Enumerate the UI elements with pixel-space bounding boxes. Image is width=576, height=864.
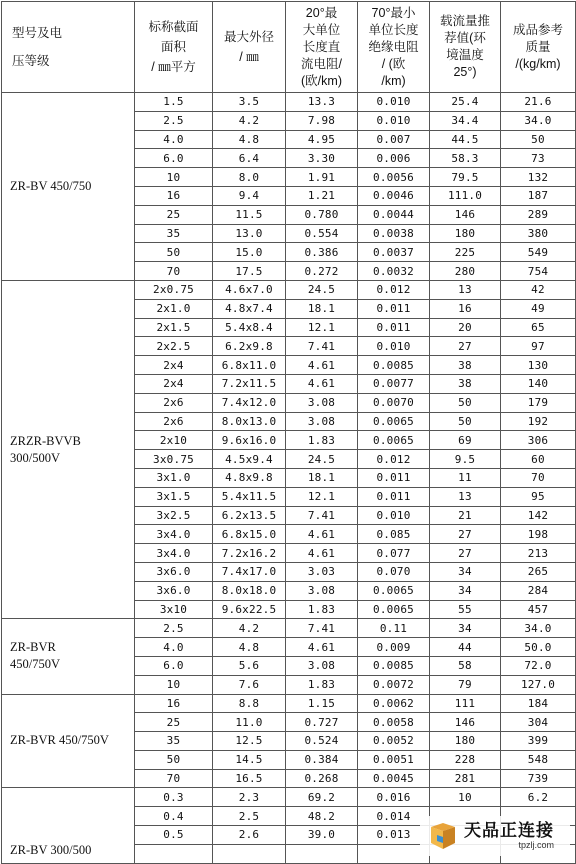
cell-value: 198: [501, 525, 576, 544]
cell-value: 16.5: [213, 769, 286, 788]
cell-value: 2x4: [135, 374, 213, 393]
cell-value: 0.268: [286, 769, 358, 788]
cell-value: 739: [501, 769, 576, 788]
cell-value: 0.524: [286, 732, 358, 751]
header-line: 20°最: [305, 5, 338, 20]
cell-value: 265: [501, 562, 576, 581]
header-line: 长度直: [302, 39, 341, 54]
model-label: 450/750V: [10, 657, 60, 672]
watermark-url: tpzlj.com: [518, 840, 554, 850]
cell-value: 1.83: [286, 431, 358, 450]
cell-value: 50: [430, 412, 501, 431]
model-cell: [2, 788, 135, 863]
cell-value: 142: [501, 506, 576, 525]
model-cell: [2, 280, 135, 618]
cell-value: 16: [430, 299, 501, 318]
cell-value: 15.0: [213, 243, 286, 262]
cell-value: 10: [430, 788, 501, 807]
cell-value: 0.0065: [358, 600, 430, 619]
table-body: [2, 93, 576, 864]
cell-value: 111.0: [430, 186, 501, 205]
cell-value: 192: [501, 412, 576, 431]
cell-value: 4.2: [213, 619, 286, 638]
header-current: [430, 2, 501, 93]
cell-value: 0.0085: [358, 656, 430, 675]
cell-value: 4.8x7.4: [213, 299, 286, 318]
cell-value: 6.4: [213, 149, 286, 168]
cell-value: 0.384: [286, 750, 358, 769]
header-line: /km): [381, 73, 406, 88]
watermark-logo-icon: [428, 821, 458, 851]
cell-value: 11: [430, 468, 501, 487]
cell-value: 10: [135, 675, 213, 694]
cell-value: 27: [430, 525, 501, 544]
cell-value: 548: [501, 750, 576, 769]
header-weight: [501, 2, 576, 93]
header-diameter: [213, 2, 286, 93]
header-line: 70°最小: [371, 5, 416, 20]
cell-value: 3.03: [286, 562, 358, 581]
cell-value: 179: [501, 393, 576, 412]
cell-value: 27: [430, 544, 501, 563]
model-label: ZR-BVR 450/750V: [10, 733, 109, 748]
cell-value: 16: [135, 694, 213, 713]
cell-value: 4.6x7.0: [213, 280, 286, 299]
cell-value: 2x6: [135, 393, 213, 412]
cell-value: 21.6: [501, 93, 576, 112]
header-line: 大单位: [302, 22, 341, 37]
header-model: [2, 2, 135, 93]
cell-value: 0.0037: [358, 243, 430, 262]
cell-value: 7.6: [213, 675, 286, 694]
cell-value: 12.1: [286, 487, 358, 506]
cell-value: 0.0058: [358, 713, 430, 732]
cell-value: 7.41: [286, 506, 358, 525]
model-label: ZR-BV 300/500: [10, 842, 92, 857]
cell-value: 3.08: [286, 393, 358, 412]
header-row: [2, 2, 576, 93]
cell-value: 132: [501, 168, 576, 187]
cell-value: 2.5: [213, 807, 286, 826]
cell-value: 3x4.0: [135, 544, 213, 563]
cell-value: 25: [135, 205, 213, 224]
cell-value: 34: [430, 562, 501, 581]
table-row: [2, 788, 576, 807]
cell-value: 11.5: [213, 205, 286, 224]
cell-value: 3x4.0: [135, 525, 213, 544]
cell-value: 58.3: [430, 149, 501, 168]
cell-value: [213, 844, 286, 863]
cell-value: 6.2x13.5: [213, 506, 286, 525]
cell-value: 0.0077: [358, 374, 430, 393]
cell-value: 0.0044: [358, 205, 430, 224]
header-line: / (欧: [381, 56, 406, 71]
cell-value: 2x4: [135, 356, 213, 375]
cell-value: 7.4x12.0: [213, 393, 286, 412]
cell-value: 65: [501, 318, 576, 337]
header-line: 25°): [453, 65, 477, 79]
cell-value: 3.08: [286, 581, 358, 600]
cell-value: 12.1: [286, 318, 358, 337]
cell-value: 20: [430, 318, 501, 337]
cell-value: 72.0: [501, 656, 576, 675]
cell-value: 70: [135, 769, 213, 788]
cell-value: 0.0046: [358, 186, 430, 205]
header-line: 型号及电: [12, 26, 63, 40]
cell-value: 49: [501, 299, 576, 318]
cell-value: 70: [135, 262, 213, 281]
cell-value: 7.4x17.0: [213, 562, 286, 581]
cell-value: 4.61: [286, 638, 358, 657]
header-line: 成品参考: [512, 22, 563, 37]
cell-value: 34: [430, 581, 501, 600]
cell-value: 0.386: [286, 243, 358, 262]
cell-value: 44.5: [430, 130, 501, 149]
cell-value: 0.727: [286, 713, 358, 732]
cell-value: 3x2.5: [135, 506, 213, 525]
cell-value: 304: [501, 713, 576, 732]
cell-value: 180: [430, 224, 501, 243]
cell-value: 8.8: [213, 694, 286, 713]
cell-value: 7.41: [286, 619, 358, 638]
cell-value: 0.5: [135, 826, 213, 845]
cell-value: 399: [501, 732, 576, 751]
cell-value: 10: [135, 168, 213, 187]
header-line: 单位长度: [368, 22, 419, 37]
cell-value: 48.2: [286, 807, 358, 826]
cell-value: 2x1.5: [135, 318, 213, 337]
cell-value: 280: [430, 262, 501, 281]
cell-value: 2.5: [135, 111, 213, 130]
cell-value: 55: [430, 600, 501, 619]
cell-value: 21: [430, 506, 501, 525]
cell-value: 42: [501, 280, 576, 299]
cell-value: 4.61: [286, 374, 358, 393]
cell-value: 4.8: [213, 130, 286, 149]
cell-value: 0.006: [358, 149, 430, 168]
cell-value: 4.61: [286, 356, 358, 375]
cell-value: 9.6x22.5: [213, 600, 286, 619]
cell-value: 0.0052: [358, 732, 430, 751]
cell-value: [358, 844, 430, 863]
cell-value: 2x10: [135, 431, 213, 450]
cell-value: 0.010: [358, 93, 430, 112]
cell-value: 2.3: [213, 788, 286, 807]
cell-value: 2x6: [135, 412, 213, 431]
cell-value: 0.077: [358, 544, 430, 563]
cell-value: 38: [430, 374, 501, 393]
cell-value: 0.085: [358, 525, 430, 544]
header-line: 面积: [160, 40, 186, 54]
header-line: 载流量推: [439, 14, 490, 28]
model-cell: [2, 93, 135, 281]
cell-value: 12.5: [213, 732, 286, 751]
cell-value: 754: [501, 262, 576, 281]
header-line: 境温度: [446, 48, 484, 62]
cell-value: 4.5x9.4: [213, 450, 286, 469]
header-line: 荐值(环: [444, 31, 486, 45]
table-row: [2, 93, 576, 112]
cell-value: 6.8x11.0: [213, 356, 286, 375]
cell-value: 13: [430, 487, 501, 506]
cell-value: 79: [430, 675, 501, 694]
cell-value: 4.8x9.8: [213, 468, 286, 487]
header-line: 压等级: [12, 54, 50, 68]
watermark: [420, 816, 570, 856]
cell-value: 0.0065: [358, 431, 430, 450]
cell-value: 0.0065: [358, 412, 430, 431]
cell-value: 7.41: [286, 337, 358, 356]
cell-value: 380: [501, 224, 576, 243]
cell-value: 1.83: [286, 675, 358, 694]
header-line: 标称截面: [148, 20, 199, 34]
cable-spec-table: [1, 1, 576, 864]
cell-value: 16: [135, 186, 213, 205]
cell-value: 0.011: [358, 487, 430, 506]
cell-value: 549: [501, 243, 576, 262]
cell-value: 25.4: [430, 93, 501, 112]
cell-value: 60: [501, 450, 576, 469]
cell-value: 9.6x16.0: [213, 431, 286, 450]
cell-value: 0.780: [286, 205, 358, 224]
cell-value: 0.0032: [358, 262, 430, 281]
header-line: /(kg/km): [515, 56, 561, 71]
cell-value: 0.0070: [358, 393, 430, 412]
cell-value: 0.014: [358, 807, 430, 826]
cell-value: 2.6: [213, 826, 286, 845]
cell-value: 6.8x15.0: [213, 525, 286, 544]
cell-value: 0.3: [135, 788, 213, 807]
cell-value: 306: [501, 431, 576, 450]
cell-value: 3x6.0: [135, 581, 213, 600]
cell-value: 38: [430, 356, 501, 375]
cell-value: 4.2: [213, 111, 286, 130]
cell-value: 0.009: [358, 638, 430, 657]
cell-value: 0.010: [358, 111, 430, 130]
header-line: 最大外径: [223, 30, 274, 44]
cell-value: 7.98: [286, 111, 358, 130]
cell-value: 3x10: [135, 600, 213, 619]
model-label: ZR-BV 450/750: [10, 178, 92, 193]
cell-value: 0.0056: [358, 168, 430, 187]
cell-value: 24.5: [286, 450, 358, 469]
cell-value: 11.0: [213, 713, 286, 732]
cell-value: 0.0045: [358, 769, 430, 788]
cell-value: 9.4: [213, 186, 286, 205]
cell-value: 1.15: [286, 694, 358, 713]
header-line: / ㎜: [239, 50, 259, 64]
model-cell: [2, 694, 135, 788]
cell-value: [286, 844, 358, 863]
cell-value: 0.070: [358, 562, 430, 581]
cell-value: 7.2x11.5: [213, 374, 286, 393]
cell-value: 0.012: [358, 450, 430, 469]
cell-value: 0.0051: [358, 750, 430, 769]
table-row: [2, 619, 576, 638]
cell-value: 213: [501, 544, 576, 563]
cell-value: 8.0x13.0: [213, 412, 286, 431]
cell-value: 4.0: [135, 130, 213, 149]
cell-value: 2.5: [135, 619, 213, 638]
cell-value: 284: [501, 581, 576, 600]
cell-value: 0.0072: [358, 675, 430, 694]
cell-value: 0.011: [358, 468, 430, 487]
cell-value: 13.3: [286, 93, 358, 112]
cell-value: 0.11: [358, 619, 430, 638]
table-row: [2, 280, 576, 299]
cell-value: 50: [135, 243, 213, 262]
cell-value: 0.4: [135, 807, 213, 826]
cell-value: 0.013: [358, 826, 430, 845]
cell-value: 44: [430, 638, 501, 657]
cell-value: 4.8: [213, 638, 286, 657]
cell-value: 3x0.75: [135, 450, 213, 469]
cell-value: 0.016: [358, 788, 430, 807]
cell-value: 187: [501, 186, 576, 205]
header-insulation: [358, 2, 430, 93]
cell-value: 1.5: [135, 93, 213, 112]
cell-value: 34.0: [501, 619, 576, 638]
cell-value: 35: [135, 224, 213, 243]
cell-value: 8.0x18.0: [213, 581, 286, 600]
cell-value: [135, 844, 213, 863]
cell-value: 1.91: [286, 168, 358, 187]
table-row: [2, 694, 576, 713]
cell-value: 25: [135, 713, 213, 732]
cell-value: 0.0085: [358, 356, 430, 375]
cell-value: 127.0: [501, 675, 576, 694]
cell-value: 0.011: [358, 299, 430, 318]
cell-value: 18.1: [286, 299, 358, 318]
cell-value: 5.4x11.5: [213, 487, 286, 506]
cell-value: 0.0038: [358, 224, 430, 243]
cell-value: 281: [430, 769, 501, 788]
cell-value: 4.61: [286, 544, 358, 563]
cell-value: 73: [501, 149, 576, 168]
cell-value: 50: [501, 130, 576, 149]
cell-value: 0.0065: [358, 581, 430, 600]
cell-value: 3.08: [286, 656, 358, 675]
cell-value: 0.011: [358, 318, 430, 337]
cell-value: 130: [501, 356, 576, 375]
cell-value: 69: [430, 431, 501, 450]
cell-value: 50: [135, 750, 213, 769]
watermark-name: 天品正连接: [464, 821, 554, 840]
cell-value: 0.010: [358, 337, 430, 356]
cell-value: 5.6: [213, 656, 286, 675]
cell-value: 180: [430, 732, 501, 751]
header-section: [135, 2, 213, 93]
cell-value: 17.5: [213, 262, 286, 281]
header-line: (欧/km): [301, 73, 342, 88]
cell-value: 34.4: [430, 111, 501, 130]
cell-value: 18.1: [286, 468, 358, 487]
cell-value: 2x2.5: [135, 337, 213, 356]
cell-value: 1.21: [286, 186, 358, 205]
header-line: 绝缘电阻: [368, 39, 419, 54]
model-cell: [2, 619, 135, 694]
cell-value: 0.012: [358, 280, 430, 299]
cell-value: 8.0: [213, 168, 286, 187]
cell-value: 2x0.75: [135, 280, 213, 299]
cell-value: 7.2x16.2: [213, 544, 286, 563]
cell-value: 70: [501, 468, 576, 487]
cell-value: 140: [501, 374, 576, 393]
cell-value: 1.83: [286, 600, 358, 619]
cell-value: 6.2: [501, 788, 576, 807]
header-line: 流电阻/: [301, 56, 342, 71]
cell-value: 14.5: [213, 750, 286, 769]
cell-value: 289: [501, 205, 576, 224]
cell-value: 3.5: [213, 93, 286, 112]
cell-value: 3x1.0: [135, 468, 213, 487]
cell-value: 6.0: [135, 656, 213, 675]
cell-value: 146: [430, 205, 501, 224]
cell-value: 146: [430, 713, 501, 732]
cell-value: 13: [430, 280, 501, 299]
cell-value: 69.2: [286, 788, 358, 807]
cell-value: 0.554: [286, 224, 358, 243]
cell-value: 457: [501, 600, 576, 619]
model-label: ZR-BVR: [10, 640, 56, 655]
header-resistance: [286, 2, 358, 93]
cell-value: 79.5: [430, 168, 501, 187]
cell-value: 0.007: [358, 130, 430, 149]
cell-value: 0.272: [286, 262, 358, 281]
cell-value: 97: [501, 337, 576, 356]
cell-value: 225: [430, 243, 501, 262]
cell-value: 228: [430, 750, 501, 769]
cell-value: 3x1.5: [135, 487, 213, 506]
cell-value: 50.0: [501, 638, 576, 657]
model-label: ZRZR-BVVB: [10, 433, 81, 448]
cell-value: 3.30: [286, 149, 358, 168]
cell-value: 34: [430, 619, 501, 638]
cell-value: 4.0: [135, 638, 213, 657]
cell-value: 39.0: [286, 826, 358, 845]
cell-value: 24.5: [286, 280, 358, 299]
cell-value: 0.010: [358, 506, 430, 525]
cell-value: 50: [430, 393, 501, 412]
cell-value: 5.4x8.4: [213, 318, 286, 337]
cell-value: 6.0: [135, 149, 213, 168]
cell-value: 6.2x9.8: [213, 337, 286, 356]
cell-value: 35: [135, 732, 213, 751]
header-line: 质量: [525, 39, 551, 54]
cell-value: 4.95: [286, 130, 358, 149]
cell-value: 58: [430, 656, 501, 675]
cell-value: 3.08: [286, 412, 358, 431]
cell-value: 95: [501, 487, 576, 506]
cell-value: 2x1.0: [135, 299, 213, 318]
cell-value: 34.0: [501, 111, 576, 130]
header-line: / ㎜平方: [151, 60, 196, 74]
cell-value: 27: [430, 337, 501, 356]
cell-value: 13.0: [213, 224, 286, 243]
cell-value: 4.61: [286, 525, 358, 544]
cell-value: 111: [430, 694, 501, 713]
cell-value: 184: [501, 694, 576, 713]
cell-value: 3x6.0: [135, 562, 213, 581]
model-label: 300/500V: [10, 450, 60, 465]
cell-value: 9.5: [430, 450, 501, 469]
cell-value: 0.0062: [358, 694, 430, 713]
